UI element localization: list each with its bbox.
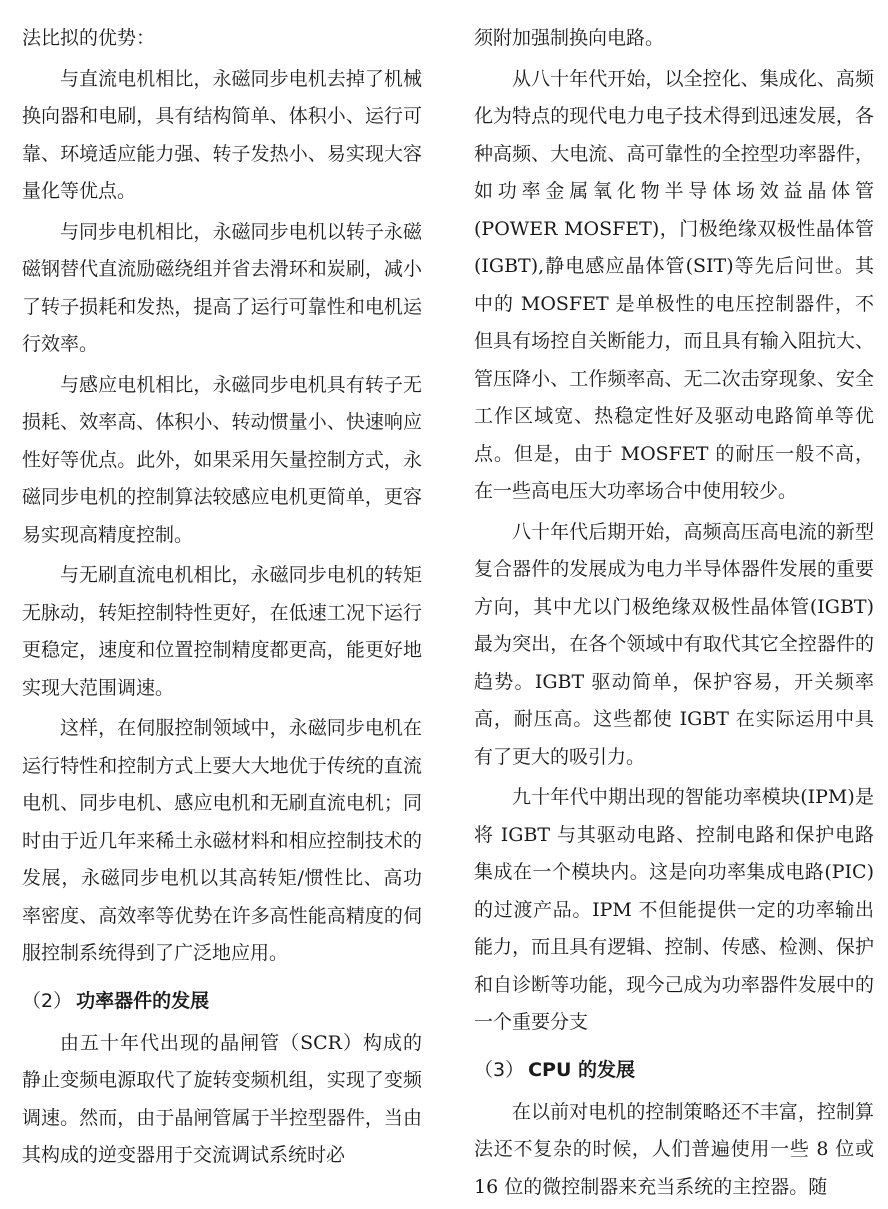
section-number: （3） bbox=[474, 1058, 525, 1081]
right-column bbox=[474, 20, 874, 1209]
paragraph-scr: 由五十年代出现的晶闸管（SCR）构成的静止变频电源取代了旋转变频机组，实现了变频调速。然而，由于晶闸管属于半控型器件，当由其构成的逆变器用于交流调试系统时必 bbox=[22, 1031, 422, 1166]
paragraph-ipm: 九十年代中期出现的智能功率模块(IPM)是将 IGBT 与其驱动电路、控制电路和保护电路集成在一个模块内。这是向功率集成电路(PIC)的过渡产品。IPM 不但能提供一定的功率输出能力，而且具有逻辑、控制、传感、检测、保护和自诊断等功能，现今己成为功率器件发展中的一个重要分支 bbox=[474, 786, 874, 1033]
left-column bbox=[22, 20, 422, 1178]
paragraph-igbt: 八十年代后期开始，高频高压高电流的新型复合器件的发展成为电力半导体器件发展的重要方向，其中尤以门极绝缘双极性晶体管(IGBT)最为突出，在各个领域中有取代其它全控器件的趋势。IGBT 驱动简单，保护容易，开关频率高，耐压高。这些都使 IGBT 在实际运用中具有了更大的吸引力。 bbox=[474, 520, 874, 768]
section-number: （2） bbox=[22, 989, 73, 1012]
paragraph-vs-brushless-dc-motor: 与无刷直流电机相比，永磁同步电机的转矩无脉动，转矩控制特性更好，在低速工况下运行更稳定，速度和位置控制精度都更高，能更好地实现大范围调速。 bbox=[22, 564, 422, 699]
paragraph-vs-synchronous-motor: 与同步电机相比，永磁同步电机以转子永磁磁钢替代直流励磁绕组并省去滑环和炭刷，减小了转子损耗和发热，提高了运行可靠性和电机运行效率。 bbox=[22, 220, 422, 355]
paragraph-vs-dc-motor: 与直流电机相比，永磁同步电机去掉了机械换向器和电刷，具有结构简单、体积小、运行可靠、环境适应能力强、转子发热小、易实现大容量化等优点。 bbox=[22, 67, 422, 202]
paragraph-continuation: 法比拟的优势： bbox=[22, 27, 156, 49]
section-title: 功率器件的发展 bbox=[76, 989, 210, 1012]
paragraph-servo-summary: 这样，在伺服控制领域中，永磁同步电机在运行特性和控制方式上要大大地优于传统的直流电机、同步电机、感应电机和无刷直流电机；同时由于近几年来稀土永磁材料和相应控制技术的发展，永磁同步电机以其高转矩/惯性比、高功率密度、高效率等优势在许多高性能高精度的伺服控制系统得到了广泛地应用。 bbox=[22, 717, 422, 964]
section-title: CPU 的发展 bbox=[528, 1058, 636, 1081]
paragraph-mosfet: 从八十年代开始，以全控化、集成化、高频化为特点的现代电力电子技术得到迅速发展，各种高频、大电流、高可靠性的全控型功率器件，如功率金属氧化物半导体场效益晶体管(POWER MOSFET)，门极绝缘双极性晶体管(IGBT),静电感应晶体管(SIT)等先后问世。其中的 MOSFET 是单极性的电压控制器件，不但具有场控自关断能力，而且具有输入阻抗大、管压降小、工作频率高、无二次击穿现象、安全工作区域宽、热稳定性好及驱动电路简单等优点。但是，由于 MOSFET 的耐压一般不高，在一些高电压大功率场合中使用较少。 bbox=[474, 67, 874, 502]
section-heading-cpu bbox=[474, 1048, 874, 1092]
paragraph-microcontroller: 在以前对电机的控制策略还不丰富，控制算法还不复杂的时候，人们普遍使用一些 8 位或 16 位的微控制器来充当系统的主控器。随 bbox=[474, 1100, 874, 1198]
paragraph-vs-induction-motor: 与感应电机相比，永磁同步电机具有转子无损耗、效率高、体积小、转动惯量小、快速响应性好等优点。此外，如果采用矢量控制方式，永磁同步电机的控制算法较感应电机更简单，更容易实现高精度控制。 bbox=[22, 373, 422, 546]
paragraph-continuation: 须附加强制换向电路。 bbox=[474, 27, 665, 49]
section-heading-power-devices bbox=[22, 979, 422, 1023]
